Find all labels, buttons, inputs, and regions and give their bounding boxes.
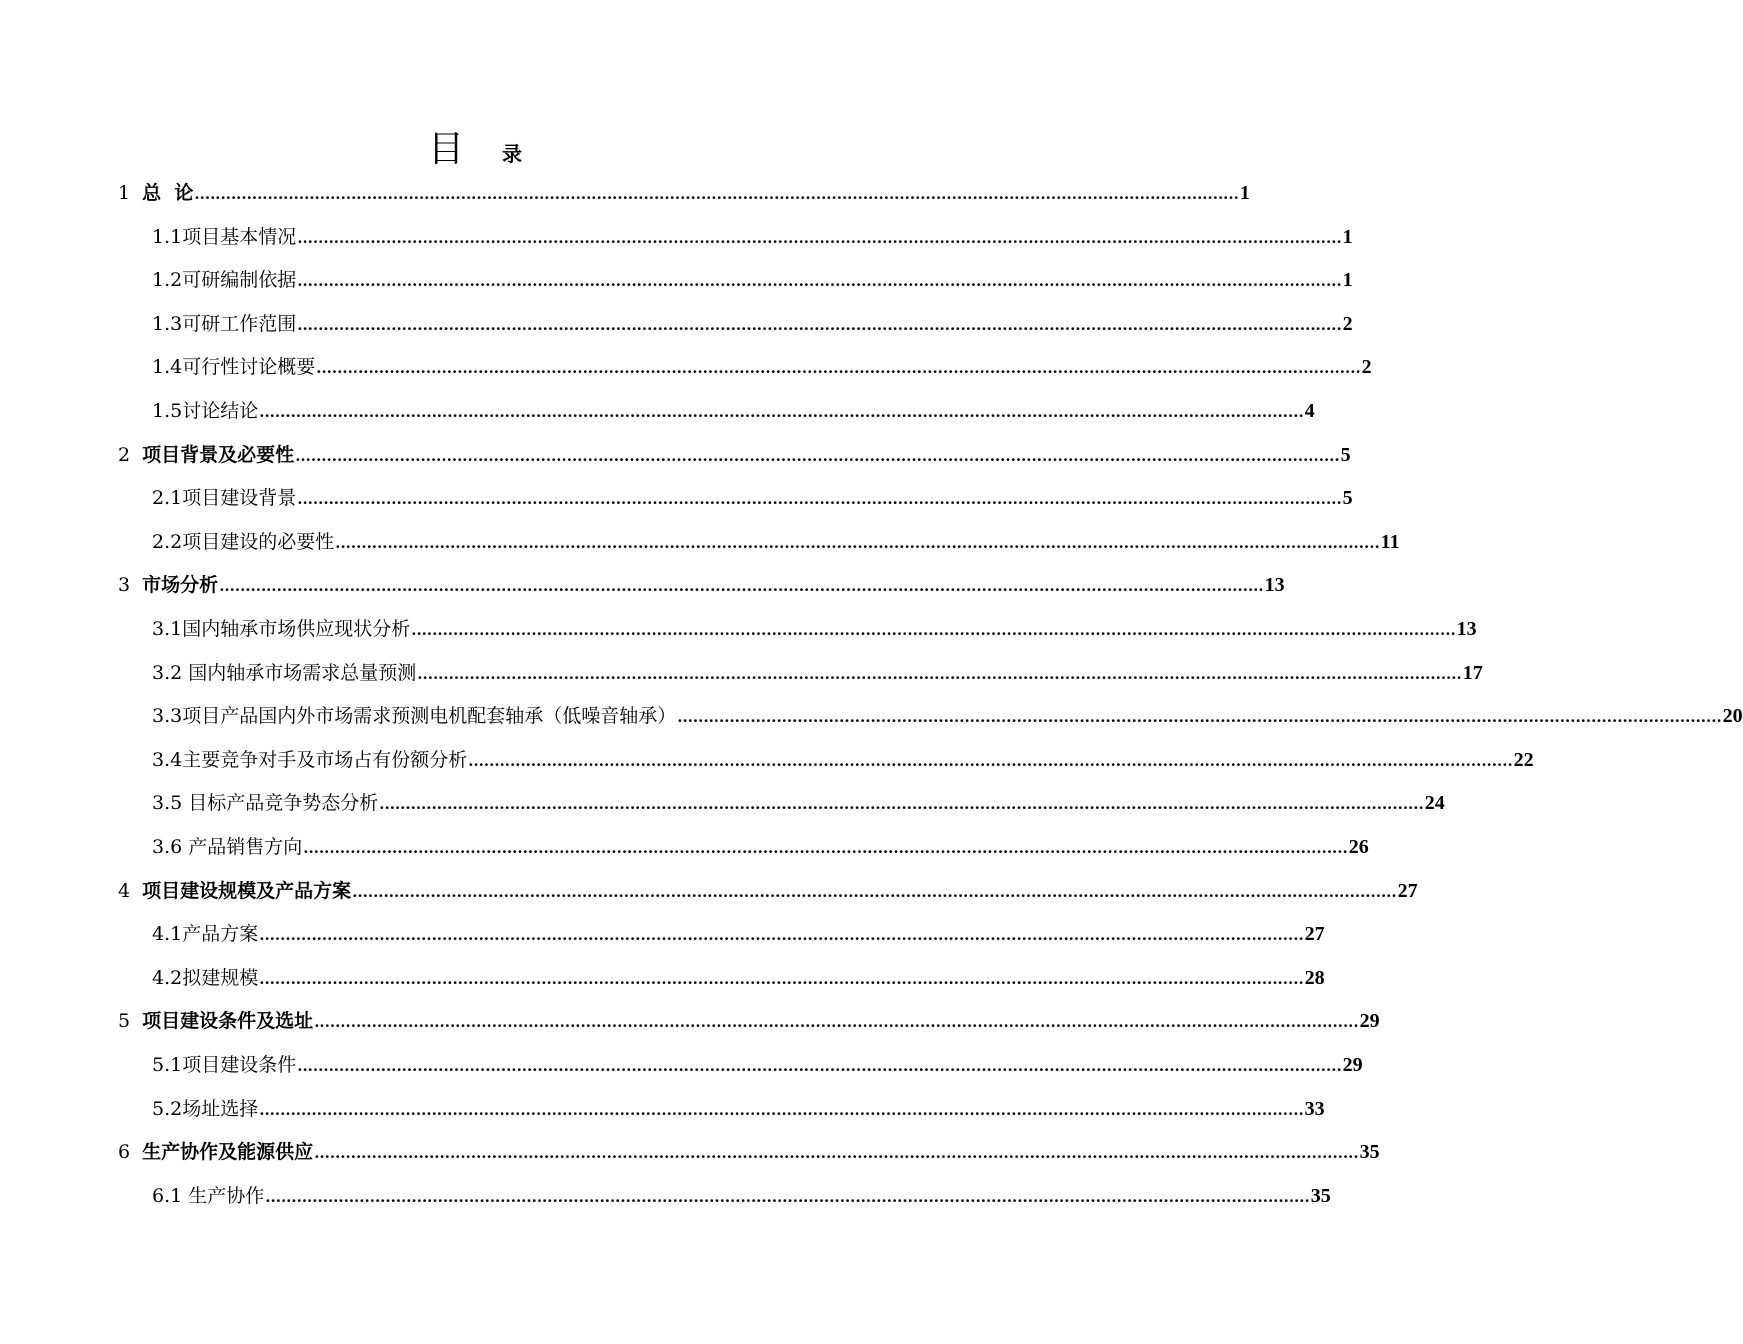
toc-dot-leader: ........................................................................................................................................................................................................ xyxy=(259,969,1304,988)
toc-page-number: 1 xyxy=(1239,182,1250,204)
toc-section-entry[interactable] xyxy=(152,222,1353,252)
toc-entry-title: 可研工作范围 xyxy=(182,312,297,335)
toc-section-entry[interactable] xyxy=(152,527,1400,557)
toc-entry-number: 4 xyxy=(118,879,143,902)
toc-heading xyxy=(0,128,950,178)
toc-page-number: 20 xyxy=(1722,705,1743,728)
toc-dot-leader: ........................................................................................................................................................................................................ xyxy=(335,533,1380,552)
toc-dot-leader: ........................................................................................................................................................................................................ xyxy=(265,1187,1310,1206)
toc-entry-number: 5.2 xyxy=(152,1097,183,1120)
toc-dot-leader: ........................................................................................................................................................................................................ xyxy=(468,751,1513,770)
toc-section-entry[interactable] xyxy=(152,265,1353,295)
toc-entry-title: 项目建设条件 xyxy=(182,1054,297,1076)
toc-dot-leader: ........................................................................................................................................................................................................ xyxy=(194,185,1239,203)
toc-section-entry[interactable] xyxy=(152,701,1743,731)
toc-entry-number: 3.3 xyxy=(152,705,183,728)
toc-page-number: 4 xyxy=(1304,400,1315,422)
toc-page-number: 24 xyxy=(1424,792,1445,815)
toc-section-entry[interactable] xyxy=(152,614,1477,644)
toc-section-entry[interactable] xyxy=(152,352,1372,382)
toc-entry-title: 可行性讨论概要 xyxy=(182,356,316,379)
toc-dot-leader: ........................................................................................................................................................................................................ xyxy=(316,359,1361,378)
toc-dot-leader: ........................................................................................................................................................................................................ xyxy=(314,1013,1359,1032)
toc-entry-number: 3 xyxy=(118,574,143,597)
toc-entry-title: 拟建规模 xyxy=(182,966,259,989)
toc-page-number: 2 xyxy=(1361,356,1372,379)
toc-entry-title: 可研编制依据 xyxy=(182,269,297,292)
toc-entry-number: 1.4 xyxy=(152,356,183,379)
toc-chapter-entry[interactable] xyxy=(118,1137,1380,1167)
toc-dot-leader: ........................................................................................................................................................................................................ xyxy=(297,490,1342,509)
toc-entry-title: 市场分析 xyxy=(142,574,219,597)
toc-entry-title: 讨论结论 xyxy=(182,400,259,422)
toc-section-entry[interactable] xyxy=(152,1094,1325,1124)
toc-page-number: 35 xyxy=(1359,1141,1380,1164)
toc-chapter-entry[interactable] xyxy=(118,1006,1380,1036)
toc-dot-leader: ........................................................................................................................................................................................................ xyxy=(297,228,1342,247)
toc-dot-leader: ........................................................................................................................................................................................................ xyxy=(259,1100,1304,1119)
toc-dot-leader: ........................................................................................................................................................................................................ xyxy=(219,577,1264,596)
toc-chapter-entry[interactable] xyxy=(118,876,1418,906)
toc-entry-title: 项目建设条件及选址 xyxy=(142,1010,314,1033)
toc-entry-number: 2 xyxy=(118,443,143,466)
toc-section-entry[interactable] xyxy=(152,788,1445,818)
toc-section-entry[interactable] xyxy=(152,745,1534,775)
toc-section-entry[interactable] xyxy=(152,1181,1331,1211)
toc-page-number: 1 xyxy=(1342,225,1353,248)
toc-dot-leader: ........................................................................................................................................................................................................ xyxy=(297,315,1342,334)
toc-section-entry[interactable] xyxy=(152,963,1325,993)
toc-entry-title: 产品方案 xyxy=(182,923,259,946)
toc-dot-leader: ........................................................................................................................................................................................................ xyxy=(677,708,1722,727)
toc-page-number: 27 xyxy=(1397,879,1418,902)
toc-page-number: 28 xyxy=(1304,966,1325,989)
toc-page-number: 29 xyxy=(1342,1054,1363,1076)
toc-entry-number: 6 xyxy=(118,1141,143,1164)
toc-page-number: 17 xyxy=(1462,661,1483,684)
toc-dot-leader: ........................................................................................................................................................................................................ xyxy=(295,446,1340,465)
toc-section-entry[interactable] xyxy=(152,832,1369,862)
toc-entry-title: 项目产品国内外市场需求预测电机配套轴承（低噪音轴承） xyxy=(182,705,677,728)
toc-entry-number: 3.2 xyxy=(152,661,189,684)
toc-entry-title: 国内轴承市场供应现状分析 xyxy=(182,618,411,640)
toc-entry-number: 5 xyxy=(118,1010,143,1033)
toc-entry-number: 3.1 xyxy=(152,618,183,640)
toc-page-number: 1 xyxy=(1342,269,1353,292)
toc-entry-title: 生产协作 xyxy=(188,1184,265,1207)
toc-section-entry[interactable] xyxy=(152,309,1353,339)
toc-entry-number: 1.5 xyxy=(152,400,183,422)
toc-entry-title: 主要竞争对手及市场占有份额分析 xyxy=(182,748,468,771)
toc-section-entry[interactable] xyxy=(152,483,1353,513)
toc-entry-title: 场址选择 xyxy=(182,1097,259,1120)
toc-chapter-entry[interactable] xyxy=(118,570,1285,600)
toc-entry-title: 项目建设背景 xyxy=(182,487,297,510)
toc-page-number: 22 xyxy=(1513,748,1534,771)
toc-entry-title: 总 论 xyxy=(142,182,194,204)
toc-entry-title: 项目建设的必要性 xyxy=(182,530,335,553)
toc-dot-leader: ........................................................................................................................................................................................................ xyxy=(259,403,1304,421)
toc-entry-title: 项目建设规模及产品方案 xyxy=(142,879,352,902)
toc-entry-number: 5.1 xyxy=(152,1054,183,1076)
toc-section-entry[interactable] xyxy=(152,919,1325,949)
toc-dot-leader: ........................................................................................................................................................................................................ xyxy=(297,1057,1342,1075)
toc-page-number: 5 xyxy=(1340,443,1351,466)
toc-entry-title: 目标产品竞争势态分析 xyxy=(188,792,379,815)
toc-heading-main: 目 xyxy=(427,129,464,170)
toc-page-number: 2 xyxy=(1342,312,1353,335)
toc-chapter-entry[interactable] xyxy=(118,440,1351,470)
toc-dot-leader: ........................................................................................................................................................................................................ xyxy=(259,926,1304,945)
toc-dot-leader: ........................................................................................................................................................................................................ xyxy=(417,664,1462,683)
toc-entry-number: 3.6 xyxy=(152,836,189,858)
toc-entry-number: 2.1 xyxy=(152,487,183,510)
toc-dot-leader: ........................................................................................................................................................................................................ xyxy=(411,621,1456,639)
toc-entry-title: 产品销售方向 xyxy=(188,836,303,858)
toc-entry-number: 4.2 xyxy=(152,966,183,989)
toc-entry-number: 3.5 xyxy=(152,792,189,815)
toc-entry-title: 项目基本情况 xyxy=(182,225,297,248)
toc-entry-number: 2.2 xyxy=(152,530,183,553)
toc-page-number: 29 xyxy=(1359,1010,1380,1033)
toc-entry-number: 1.3 xyxy=(152,312,183,335)
toc-entry-number: 1.2 xyxy=(152,269,183,292)
toc-entry-title: 项目背景及必要性 xyxy=(142,443,295,466)
toc-entry-number: 1.1 xyxy=(152,225,183,248)
toc-section-entry[interactable] xyxy=(152,396,1315,426)
toc-entry-title: 国内轴承市场需求总量预测 xyxy=(188,661,417,684)
toc-dot-leader: ........................................................................................................................................................................................................ xyxy=(303,839,1348,857)
toc-page-number: 35 xyxy=(1310,1184,1331,1207)
toc-entry-number: 4.1 xyxy=(152,923,183,946)
toc-page-number: 13 xyxy=(1456,618,1477,640)
toc-entry-title: 生产协作及能源供应 xyxy=(142,1141,314,1164)
toc-heading-sub: 录 xyxy=(502,142,522,166)
toc-entry-number: 3.4 xyxy=(152,748,183,771)
toc-entry-number: 1 xyxy=(118,182,143,204)
toc-page-number: 26 xyxy=(1348,836,1369,858)
toc-dot-leader: ........................................................................................................................................................................................................ xyxy=(314,1144,1359,1163)
toc-entry-number: 6.1 xyxy=(152,1184,189,1207)
toc-page-number: 33 xyxy=(1304,1097,1325,1120)
toc-page-number: 27 xyxy=(1304,923,1325,946)
toc-dot-leader: ........................................................................................................................................................................................................ xyxy=(297,272,1342,291)
toc-page-number: 13 xyxy=(1264,574,1285,597)
toc-section-entry[interactable] xyxy=(152,658,1483,688)
toc-page-number: 11 xyxy=(1380,530,1400,553)
toc-dot-leader: ........................................................................................................................................................................................................ xyxy=(379,795,1424,814)
toc-chapter-entry[interactable] xyxy=(118,178,1250,208)
toc-section-entry[interactable] xyxy=(152,1050,1363,1080)
toc-dot-leader: ........................................................................................................................................................................................................ xyxy=(352,882,1397,901)
toc-page-number: 5 xyxy=(1342,487,1353,510)
